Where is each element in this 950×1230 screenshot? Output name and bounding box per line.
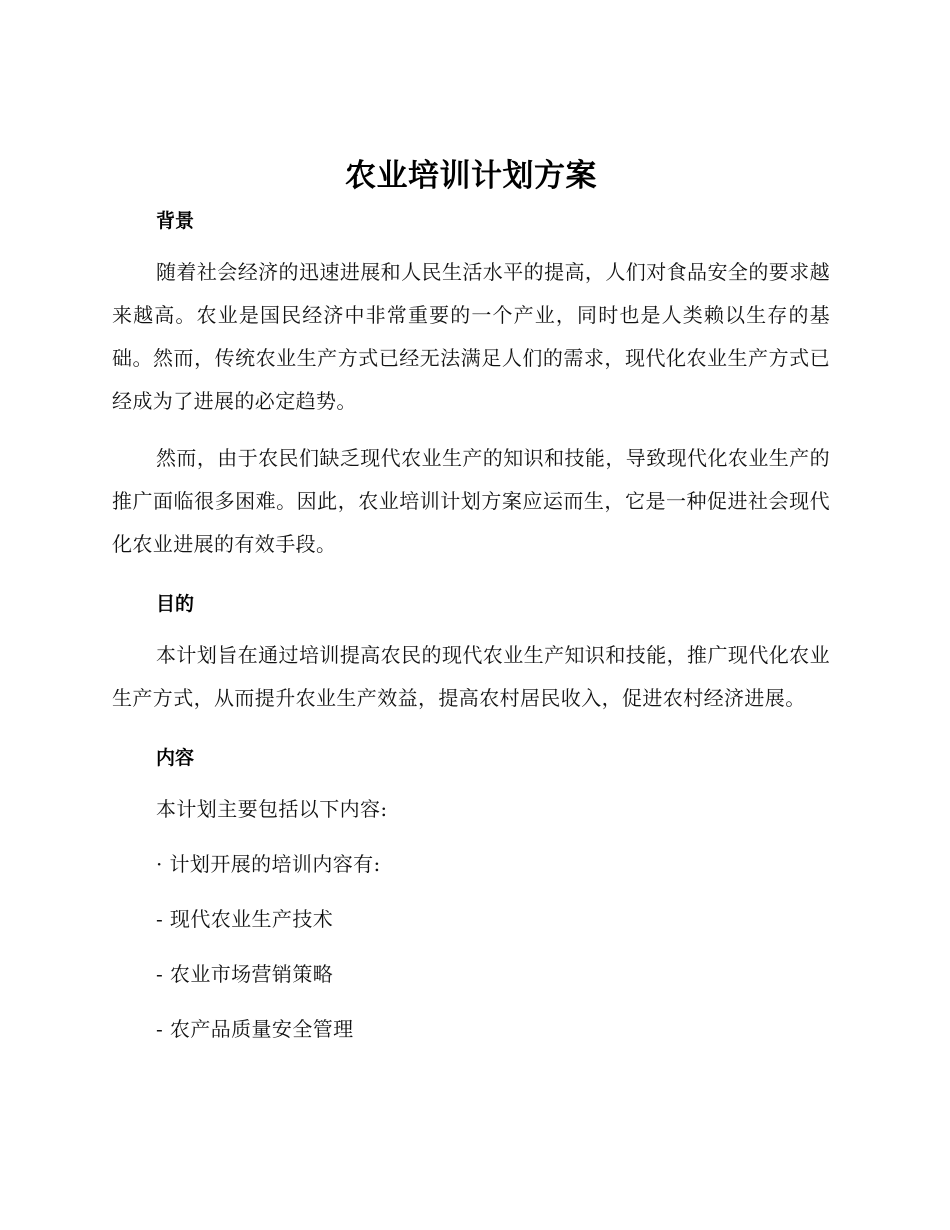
spacer: [112, 237, 830, 251]
spacer: [112, 620, 830, 634]
content-list-item: - 农业市场营销策略: [156, 962, 334, 986]
content-intro: 本计划主要包括以下内容:: [156, 797, 388, 821]
section-heading-background: 背景: [156, 210, 195, 232]
document-page: [112, 150, 830, 1063]
purpose-paragraph: 本计划旨在通过培训提高农民的现代农业生产知识和技能，推广现代化农业生产方式，从而提升农业生产效益，提高农村居民收入，促进农村经济进展。: [112, 643, 830, 710]
background-paragraph-2: 然而，由于农民们缺乏现代农业生产的知识和技能，导致现代化农业生产的推广面临很多困难。因此，农业培训计划方案应运而生，它是一种促进社会现代化农业进展的有效手段。: [112, 446, 830, 556]
content-list-item: - 农产品质量安全管理: [156, 1017, 354, 1041]
section-heading-content: 内容: [156, 747, 195, 769]
document-title: 农业培训计划方案: [345, 158, 597, 194]
spacer: [112, 774, 830, 788]
content-list-item: - 现代农业生产技术: [156, 907, 334, 931]
spacer: [112, 423, 830, 437]
spacer: [112, 566, 830, 588]
background-paragraph-1: 随着社会经济的迅速进展和人民生活水平的提高，人们对食品安全的要求越来越高。农业是国民经济中非常重要的一个产业，同时也是人类赖以生存的基础。然而，传统农业生产方式已经无法满足人们的需求，现代化农业生产方式已经成为了进展的必定趋势。: [112, 260, 830, 413]
spacer: [112, 720, 830, 742]
content-list-item: · 计划开展的培训内容有:: [156, 852, 381, 876]
section-heading-purpose: 目的: [156, 593, 195, 615]
